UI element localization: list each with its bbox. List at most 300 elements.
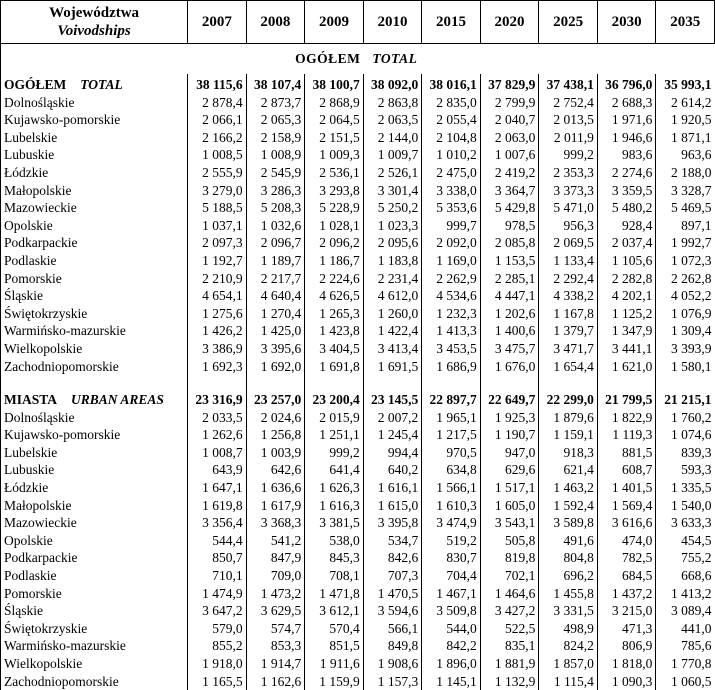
- value-cell: 2 033,5: [188, 409, 247, 427]
- value-cell: 2 210,9: [188, 270, 247, 288]
- value-cell: 5 469,5: [656, 199, 715, 217]
- voivodship-name: Małopolskie: [1, 182, 188, 200]
- value-cell: 850,7: [188, 549, 247, 567]
- voivodship-name: Dolnośląskie: [1, 94, 188, 112]
- year-header: 2030: [597, 1, 656, 44]
- value-cell: 947,0: [480, 444, 539, 462]
- value-cell: 1 260,0: [363, 305, 422, 323]
- voivodship-name: Małopolskie: [1, 497, 188, 515]
- voivodship-name: Śląskie: [1, 287, 188, 305]
- value-cell: 2 231,4: [363, 270, 422, 288]
- value-cell: 1 009,7: [363, 146, 422, 164]
- value-cell: 2 868,9: [305, 94, 364, 112]
- table-row: [1, 217, 715, 235]
- value-cell: 1 309,4: [656, 322, 715, 340]
- value-cell: 2 799,9: [480, 94, 539, 112]
- value-cell: 454,5: [656, 532, 715, 550]
- value-cell: 855,2: [188, 637, 247, 655]
- value-cell: 999,2: [539, 146, 598, 164]
- value-cell: 23 257,0: [246, 391, 305, 409]
- voivodship-name: Opolskie: [1, 532, 188, 550]
- value-cell: 37 438,1: [539, 74, 598, 94]
- value-cell: 1 569,4: [597, 497, 656, 515]
- voivodship-name: Świętokrzyskie: [1, 305, 188, 323]
- value-cell: 1 335,5: [656, 479, 715, 497]
- value-cell: 1 008,5: [188, 146, 247, 164]
- value-cell: 1 925,3: [480, 409, 539, 427]
- table-row: [1, 305, 715, 323]
- value-cell: 845,3: [305, 549, 364, 567]
- table-row: [1, 532, 715, 550]
- value-cell: 806,9: [597, 637, 656, 655]
- value-cell: 849,8: [363, 637, 422, 655]
- value-cell: 1 818,0: [597, 655, 656, 673]
- value-cell: 2 863,8: [363, 94, 422, 112]
- value-cell: 2 096,2: [305, 234, 364, 252]
- value-cell: 704,4: [422, 567, 481, 585]
- value-cell: 3 629,5: [246, 602, 305, 620]
- value-cell: 23 145,5: [363, 391, 422, 409]
- value-cell: 1 822,9: [597, 409, 656, 427]
- value-cell: 963,6: [656, 146, 715, 164]
- value-cell: 22 897,7: [422, 391, 481, 409]
- value-cell: 1 010,2: [422, 146, 481, 164]
- voivodship-name: Pomorskie: [1, 270, 188, 288]
- value-cell: 38 092,0: [363, 74, 422, 94]
- voivodship-name: Łódzkie: [1, 164, 188, 182]
- value-cell: 2 063,5: [363, 111, 422, 129]
- value-cell: 1 881,9: [480, 655, 539, 673]
- value-cell: 928,4: [597, 217, 656, 235]
- value-cell: 1 992,7: [656, 234, 715, 252]
- value-cell: 3 373,3: [539, 182, 598, 200]
- value-cell: 3 279,0: [188, 182, 247, 200]
- value-cell: 2 217,7: [246, 270, 305, 288]
- total-label-pl: MIASTA: [4, 392, 58, 408]
- value-cell: 38 115,6: [188, 74, 247, 94]
- value-cell: 1 256,8: [246, 426, 305, 444]
- table-row: [1, 497, 715, 515]
- value-cell: 2 536,1: [305, 164, 364, 182]
- table-row: [1, 182, 715, 200]
- value-cell: 541,2: [246, 532, 305, 550]
- value-cell: 1 592,4: [539, 497, 598, 515]
- value-cell: 2 065,3: [246, 111, 305, 129]
- table-row: [1, 673, 715, 690]
- value-cell: 1 423,8: [305, 322, 364, 340]
- value-cell: 2 526,1: [363, 164, 422, 182]
- table-row: [1, 129, 715, 147]
- value-cell: 1 971,6: [597, 111, 656, 129]
- value-cell: 847,9: [246, 549, 305, 567]
- value-cell: 819,8: [480, 549, 539, 567]
- value-cell: 2 011,9: [539, 129, 598, 147]
- value-cell: 1 619,8: [188, 497, 247, 515]
- value-cell: 1 654,4: [539, 358, 598, 376]
- value-cell: 4 202,1: [597, 287, 656, 305]
- value-cell: 2 224,6: [305, 270, 364, 288]
- value-cell: 1 347,9: [597, 322, 656, 340]
- value-cell: 1 245,4: [363, 426, 422, 444]
- value-cell: 505,8: [480, 532, 539, 550]
- value-cell: 5 429,8: [480, 199, 539, 217]
- header-row: [1, 1, 715, 44]
- table-row: [1, 602, 715, 620]
- value-cell: 642,6: [246, 461, 305, 479]
- total-label-en: TOTAL: [80, 77, 123, 92]
- value-cell: 842,2: [422, 637, 481, 655]
- value-cell: 1 920,5: [656, 111, 715, 129]
- value-cell: 3 404,5: [305, 340, 364, 358]
- value-cell: 1 626,3: [305, 479, 364, 497]
- value-cell: 471,3: [597, 620, 656, 638]
- value-cell: 853,3: [246, 637, 305, 655]
- value-cell: 707,3: [363, 567, 422, 585]
- value-cell: 634,8: [422, 461, 481, 479]
- value-cell: 2 144,0: [363, 129, 422, 147]
- value-cell: 1 617,9: [246, 497, 305, 515]
- value-cell: 519,2: [422, 532, 481, 550]
- value-cell: 1 474,9: [188, 585, 247, 603]
- value-cell: 498,9: [539, 620, 598, 638]
- value-cell: 21 215,1: [656, 391, 715, 409]
- value-cell: 710,1: [188, 567, 247, 585]
- value-cell: 2 037,4: [597, 234, 656, 252]
- voivodship-name: Podkarpackie: [1, 234, 188, 252]
- section-heading-row: [1, 44, 715, 75]
- value-cell: 37 829,9: [480, 74, 539, 94]
- table-row: [1, 146, 715, 164]
- table-row: [1, 270, 715, 288]
- value-cell: 2 285,1: [480, 270, 539, 288]
- value-cell: 1 647,1: [188, 479, 247, 497]
- total-row: [1, 391, 715, 409]
- value-cell: 3 612,1: [305, 602, 364, 620]
- voivodship-name: Wielkopolskie: [1, 340, 188, 358]
- voivodship-name: Zachodniopomorskie: [1, 358, 188, 376]
- value-cell: 782,5: [597, 549, 656, 567]
- value-cell: 1 615,0: [363, 497, 422, 515]
- value-cell: 1 186,7: [305, 252, 364, 270]
- value-cell: 1 908,6: [363, 655, 422, 673]
- value-cell: 1 125,2: [597, 305, 656, 323]
- value-cell: 1 119,3: [597, 426, 656, 444]
- value-cell: 994,4: [363, 444, 422, 462]
- value-cell: 1 691,8: [305, 358, 364, 376]
- value-cell: 1 270,4: [246, 305, 305, 323]
- value-cell: 1 425,0: [246, 322, 305, 340]
- value-cell: 22 299,0: [539, 391, 598, 409]
- value-cell: 1 540,0: [656, 497, 715, 515]
- total-label-pl: OGÓŁEM: [4, 77, 67, 92]
- voivodship-name: Śląskie: [1, 602, 188, 620]
- value-cell: 5 208,3: [246, 199, 305, 217]
- value-cell: 3 589,8: [539, 514, 598, 532]
- value-cell: 1 610,3: [422, 497, 481, 515]
- value-cell: 1 621,0: [597, 358, 656, 376]
- value-cell: 1 008,9: [246, 146, 305, 164]
- value-cell: 2 188,0: [656, 164, 715, 182]
- value-cell: 851,5: [305, 637, 364, 655]
- value-cell: 1 965,1: [422, 409, 481, 427]
- value-cell: 1 426,2: [188, 322, 247, 340]
- table-row: [1, 340, 715, 358]
- value-cell: 629,6: [480, 461, 539, 479]
- value-cell: 1 189,7: [246, 252, 305, 270]
- voivodship-name: Lubuskie: [1, 461, 188, 479]
- value-cell: 1 455,8: [539, 585, 598, 603]
- value-cell: 1 202,6: [480, 305, 539, 323]
- table-row: [1, 252, 715, 270]
- voivodship-name: Łódzkie: [1, 479, 188, 497]
- value-cell: 3 509,8: [422, 602, 481, 620]
- value-cell: 2 151,5: [305, 129, 364, 147]
- year-header: 2015: [422, 1, 481, 44]
- voivodship-name: Świętokrzyskie: [1, 620, 188, 638]
- value-cell: 2 475,0: [422, 164, 481, 182]
- value-cell: 1 165,5: [188, 673, 247, 690]
- table-body: [1, 44, 715, 690]
- voivodship-name: Dolnośląskie: [1, 409, 188, 427]
- value-cell: 1 580,1: [656, 358, 715, 376]
- value-cell: 2 066,1: [188, 111, 247, 129]
- voivodship-name: Warmińsko-mazurskie: [1, 637, 188, 655]
- value-cell: 3 386,9: [188, 340, 247, 358]
- value-cell: 3 359,5: [597, 182, 656, 200]
- value-cell: 3 474,9: [422, 514, 481, 532]
- value-cell: 1 217,5: [422, 426, 481, 444]
- value-cell: 1 167,8: [539, 305, 598, 323]
- value-cell: 999,7: [422, 217, 481, 235]
- voivodship-name: Lubuskie: [1, 146, 188, 164]
- value-cell: 2 040,7: [480, 111, 539, 129]
- value-cell: 1 133,4: [539, 252, 598, 270]
- table-row: [1, 287, 715, 305]
- table-row: [1, 358, 715, 376]
- value-cell: 1 037,1: [188, 217, 247, 235]
- value-cell: 1 153,5: [480, 252, 539, 270]
- value-cell: 4 052,2: [656, 287, 715, 305]
- value-cell: 5 471,0: [539, 199, 598, 217]
- value-cell: 2 555,9: [188, 164, 247, 182]
- table-row: [1, 461, 715, 479]
- value-cell: 1 023,3: [363, 217, 422, 235]
- value-cell: 3 381,5: [305, 514, 364, 532]
- value-cell: 2 292,4: [539, 270, 598, 288]
- header-label-pl: Województwa: [49, 5, 140, 21]
- table-row: [1, 567, 715, 585]
- year-header: 2007: [188, 1, 247, 44]
- spacer-cell: [656, 375, 715, 391]
- value-cell: 839,3: [656, 444, 715, 462]
- voivodship-name: Mazowieckie: [1, 514, 188, 532]
- table-row: [1, 164, 715, 182]
- voivodship-name: Warmińsko-mazurskie: [1, 322, 188, 340]
- value-cell: 534,7: [363, 532, 422, 550]
- value-cell: 3 368,3: [246, 514, 305, 532]
- value-cell: 1 896,0: [422, 655, 481, 673]
- value-cell: 1 157,3: [363, 673, 422, 690]
- value-cell: 956,3: [539, 217, 598, 235]
- value-cell: 2 024,6: [246, 409, 305, 427]
- value-cell: 4 612,0: [363, 287, 422, 305]
- value-cell: 1 105,6: [597, 252, 656, 270]
- value-cell: 897,1: [656, 217, 715, 235]
- table-row: [1, 585, 715, 603]
- value-cell: 785,6: [656, 637, 715, 655]
- value-cell: 1 192,7: [188, 252, 247, 270]
- value-cell: 1 262,6: [188, 426, 247, 444]
- value-cell: 1 437,2: [597, 585, 656, 603]
- value-cell: 1 692,3: [188, 358, 247, 376]
- value-cell: 5 250,2: [363, 199, 422, 217]
- table-row: [1, 444, 715, 462]
- total-row: [1, 74, 715, 94]
- value-cell: 1 028,1: [305, 217, 364, 235]
- value-cell: 1 060,5: [656, 673, 715, 690]
- value-cell: 1 911,6: [305, 655, 364, 673]
- value-cell: 1 566,1: [422, 479, 481, 497]
- value-cell: 2 007,2: [363, 409, 422, 427]
- value-cell: 2 262,9: [422, 270, 481, 288]
- value-cell: 3 293,8: [305, 182, 364, 200]
- table-row: [1, 322, 715, 340]
- value-cell: 668,6: [656, 567, 715, 585]
- value-cell: 2 096,7: [246, 234, 305, 252]
- value-cell: 970,5: [422, 444, 481, 462]
- table-row: [1, 426, 715, 444]
- value-cell: 3 543,1: [480, 514, 539, 532]
- total-row-label: [1, 391, 188, 409]
- value-cell: 1 918,0: [188, 655, 247, 673]
- value-cell: 3 453,5: [422, 340, 481, 358]
- voivodship-name: Wielkopolskie: [1, 655, 188, 673]
- value-cell: 830,7: [422, 549, 481, 567]
- value-cell: 3 475,7: [480, 340, 539, 358]
- value-cell: 1 914,7: [246, 655, 305, 673]
- value-cell: 1 090,3: [597, 673, 656, 690]
- value-cell: 3 427,2: [480, 602, 539, 620]
- table-row: [1, 409, 715, 427]
- voivodship-name: Pomorskie: [1, 585, 188, 603]
- value-cell: 2 419,2: [480, 164, 539, 182]
- value-cell: 3 328,7: [656, 182, 715, 200]
- value-cell: 2 063,0: [480, 129, 539, 147]
- table-row: [1, 94, 715, 112]
- table-row: [1, 620, 715, 638]
- value-cell: 23 316,9: [188, 391, 247, 409]
- value-cell: 2 166,2: [188, 129, 247, 147]
- value-cell: 696,2: [539, 567, 598, 585]
- value-cell: 2 274,6: [597, 164, 656, 182]
- value-cell: 544,0: [422, 620, 481, 638]
- year-header: 2010: [363, 1, 422, 44]
- spacer-cell: [422, 375, 481, 391]
- value-cell: 3 441,1: [597, 340, 656, 358]
- value-cell: 3 331,5: [539, 602, 598, 620]
- voivodship-name: Lubelskie: [1, 444, 188, 462]
- value-cell: 983,6: [597, 146, 656, 164]
- table-row: [1, 234, 715, 252]
- value-cell: 1 007,6: [480, 146, 539, 164]
- header-label-en: Voivodships: [57, 23, 131, 39]
- voivodship-name: Podlaskie: [1, 252, 188, 270]
- table-row: [1, 637, 715, 655]
- value-cell: 3 413,4: [363, 340, 422, 358]
- value-cell: 3 395,6: [246, 340, 305, 358]
- value-cell: 441,0: [656, 620, 715, 638]
- value-cell: 4 447,1: [480, 287, 539, 305]
- value-cell: 4 338,2: [539, 287, 598, 305]
- value-cell: 3 395,8: [363, 514, 422, 532]
- spacer-cell: [188, 375, 247, 391]
- value-cell: 2 055,4: [422, 111, 481, 129]
- table-row: [1, 655, 715, 673]
- table-row: [1, 479, 715, 497]
- value-cell: 3 089,4: [656, 602, 715, 620]
- value-cell: 1 145,1: [422, 673, 481, 690]
- voivodship-name: Zachodniopomorskie: [1, 673, 188, 690]
- value-cell: 2 069,5: [539, 234, 598, 252]
- spacer-row: [1, 375, 715, 391]
- value-cell: 3 301,4: [363, 182, 422, 200]
- value-cell: 1 676,0: [480, 358, 539, 376]
- value-cell: 1 946,6: [597, 129, 656, 147]
- value-cell: 1 413,3: [422, 322, 481, 340]
- value-cell: 2 095,6: [363, 234, 422, 252]
- value-cell: 2 085,8: [480, 234, 539, 252]
- value-cell: 38 100,7: [305, 74, 364, 94]
- value-cell: 2 158,9: [246, 129, 305, 147]
- table-row: [1, 199, 715, 217]
- value-cell: 835,1: [480, 637, 539, 655]
- value-cell: 1 467,1: [422, 585, 481, 603]
- value-cell: 1 760,2: [656, 409, 715, 427]
- voivodship-name: Podkarpackie: [1, 549, 188, 567]
- voivodship-name: Opolskie: [1, 217, 188, 235]
- value-cell: 641,4: [305, 461, 364, 479]
- value-cell: 2 873,7: [246, 94, 305, 112]
- value-cell: 1 857,0: [539, 655, 598, 673]
- value-cell: 1 473,2: [246, 585, 305, 603]
- value-cell: 1 401,5: [597, 479, 656, 497]
- value-cell: 1 009,3: [305, 146, 364, 164]
- value-cell: 2 545,9: [246, 164, 305, 182]
- value-cell: 621,4: [539, 461, 598, 479]
- value-cell: 1 159,1: [539, 426, 598, 444]
- value-cell: 3 393,9: [656, 340, 715, 358]
- value-cell: 702,1: [480, 567, 539, 585]
- value-cell: 574,7: [246, 620, 305, 638]
- value-cell: 1 379,7: [539, 322, 598, 340]
- voivodship-name: Mazowieckie: [1, 199, 188, 217]
- year-header: 2009: [305, 1, 364, 44]
- value-cell: 3 633,3: [656, 514, 715, 532]
- value-cell: 918,3: [539, 444, 598, 462]
- value-cell: 3 471,7: [539, 340, 598, 358]
- value-cell: 1 470,5: [363, 585, 422, 603]
- value-cell: 1 159,9: [305, 673, 364, 690]
- value-cell: 1 003,9: [246, 444, 305, 462]
- value-cell: 1 132,9: [480, 673, 539, 690]
- value-cell: 38 016,1: [422, 74, 481, 94]
- voivodship-name: Lubelskie: [1, 129, 188, 147]
- value-cell: 3 594,6: [363, 602, 422, 620]
- value-cell: 3 364,7: [480, 182, 539, 200]
- spacer-cell: [480, 375, 539, 391]
- value-cell: 2 013,5: [539, 111, 598, 129]
- value-cell: 1 471,8: [305, 585, 364, 603]
